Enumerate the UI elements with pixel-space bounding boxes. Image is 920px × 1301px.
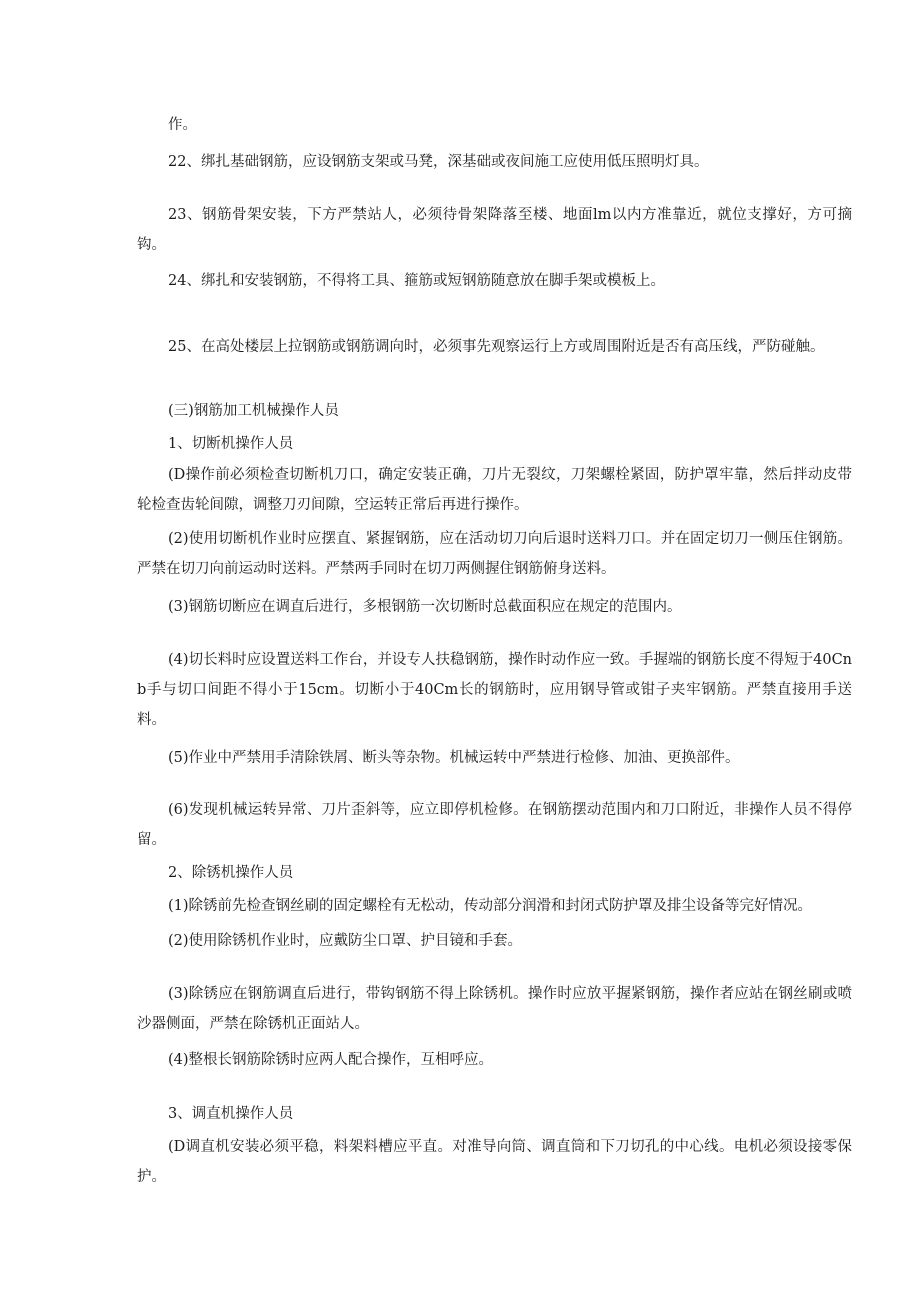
- paragraph-cutter-2: (2)使用切断机作业时应摆直、紧握钢筋，应在活动切刀向后退时送料刀口。并在固定切刀一侧压住钢筋。严禁在切刀向前运动时送料。严禁两手同时在切刀两侧握住钢筋俯身送料。: [137, 531, 852, 577]
- paragraph-item-23: 23、钢筋骨架安装，下方严禁站人，必须待骨架降落至楼、地面lm以内方准靠近，就位支撑好，方可摘钩。: [137, 207, 852, 253]
- paragraph-cutter-3: (3)钢筋切断应在调直后进行，多根钢筋一次切断时总截面积应在规定的范围内。: [168, 599, 682, 615]
- subsection-heading-straightener: 3、调直机操作人员: [168, 1106, 294, 1122]
- paragraph-item-25: 25、在高处楼层上拉钢筋或钢筋调向时，必须事先观察运行上方或周围附近是否有高压线，严防碰触。: [168, 339, 825, 355]
- paragraph-continuation: 作。: [168, 117, 197, 133]
- paragraph-cutter-4: (4)切长料时应设置送料工作台，并设专人扶稳钢筋，操作时动作应一致。手握端的钢筋长度不得短于40Cnb手与切口间距不得小于15cm。切断小于40Cm长的钢筋时，应用钢导管或钳子夹牢钢筋。严禁直接用手送料。: [137, 652, 852, 728]
- paragraph-derust-4: (4)整根长钢筋除锈时应两人配合操作，互相呼应。: [168, 1052, 494, 1068]
- paragraph-derust-3: (3)除锈应在钢筋调直后进行，带钩钢筋不得上除锈机。操作时应放平握紧钢筋，操作者应站在钢丝刷或喷沙器侧面，严禁在除锈机正面站人。: [137, 986, 852, 1032]
- section-heading-3: (三)钢筋加工机械操作人员: [168, 403, 339, 419]
- paragraph-cutter-1: (D操作前必须检查切断机刀口，确定安装正确，刀片无裂纹，刀架螺栓紧固，防护罩牢靠，然后拌动皮带轮检查齿轮间隙，调整刀刃间隙，空运转正常后再进行操作。: [137, 467, 852, 513]
- paragraph-straightener-1: (D调直机安装必须平稳，料架料槽应平直。对准导向筒、调直筒和下刀切孔的中心线。电机必须设接零保护。: [137, 1139, 852, 1185]
- subsection-heading-derust: 2、除锈机操作人员: [168, 865, 294, 881]
- paragraph-cutter-5: (5)作业中严禁用手清除铁屑、断头等杂物。机械运转中严禁进行检修、加油、更换部件。: [168, 750, 740, 766]
- paragraph-derust-2: (2)使用除锈机作业时，应戴防尘口罩、护目镜和手套。: [168, 933, 523, 949]
- paragraph-derust-1: (1)除锈前先检查钢丝刷的固定螺栓有无松动，传动部分润滑和封闭式防护罩及排尘设备等完好情况。: [168, 898, 813, 914]
- paragraph-item-24: 24、绑扎和安装钢筋，不得将工具、箍筋或短钢筋随意放在脚手架或模板上。: [168, 273, 665, 289]
- paragraph-cutter-6: (6)发现机械运转异常、刀片歪斜等，应立即停机检修。在钢筋摆动范围内和刀口附近，非操作人员不得停留。: [137, 802, 852, 848]
- paragraph-item-22: 22、绑扎基础钢筋，应设钢筋支架或马凳，深基础或夜间施工应使用低压照明灯具。: [168, 154, 709, 170]
- subsection-heading-cutter: 1、切断机操作人员: [168, 436, 294, 452]
